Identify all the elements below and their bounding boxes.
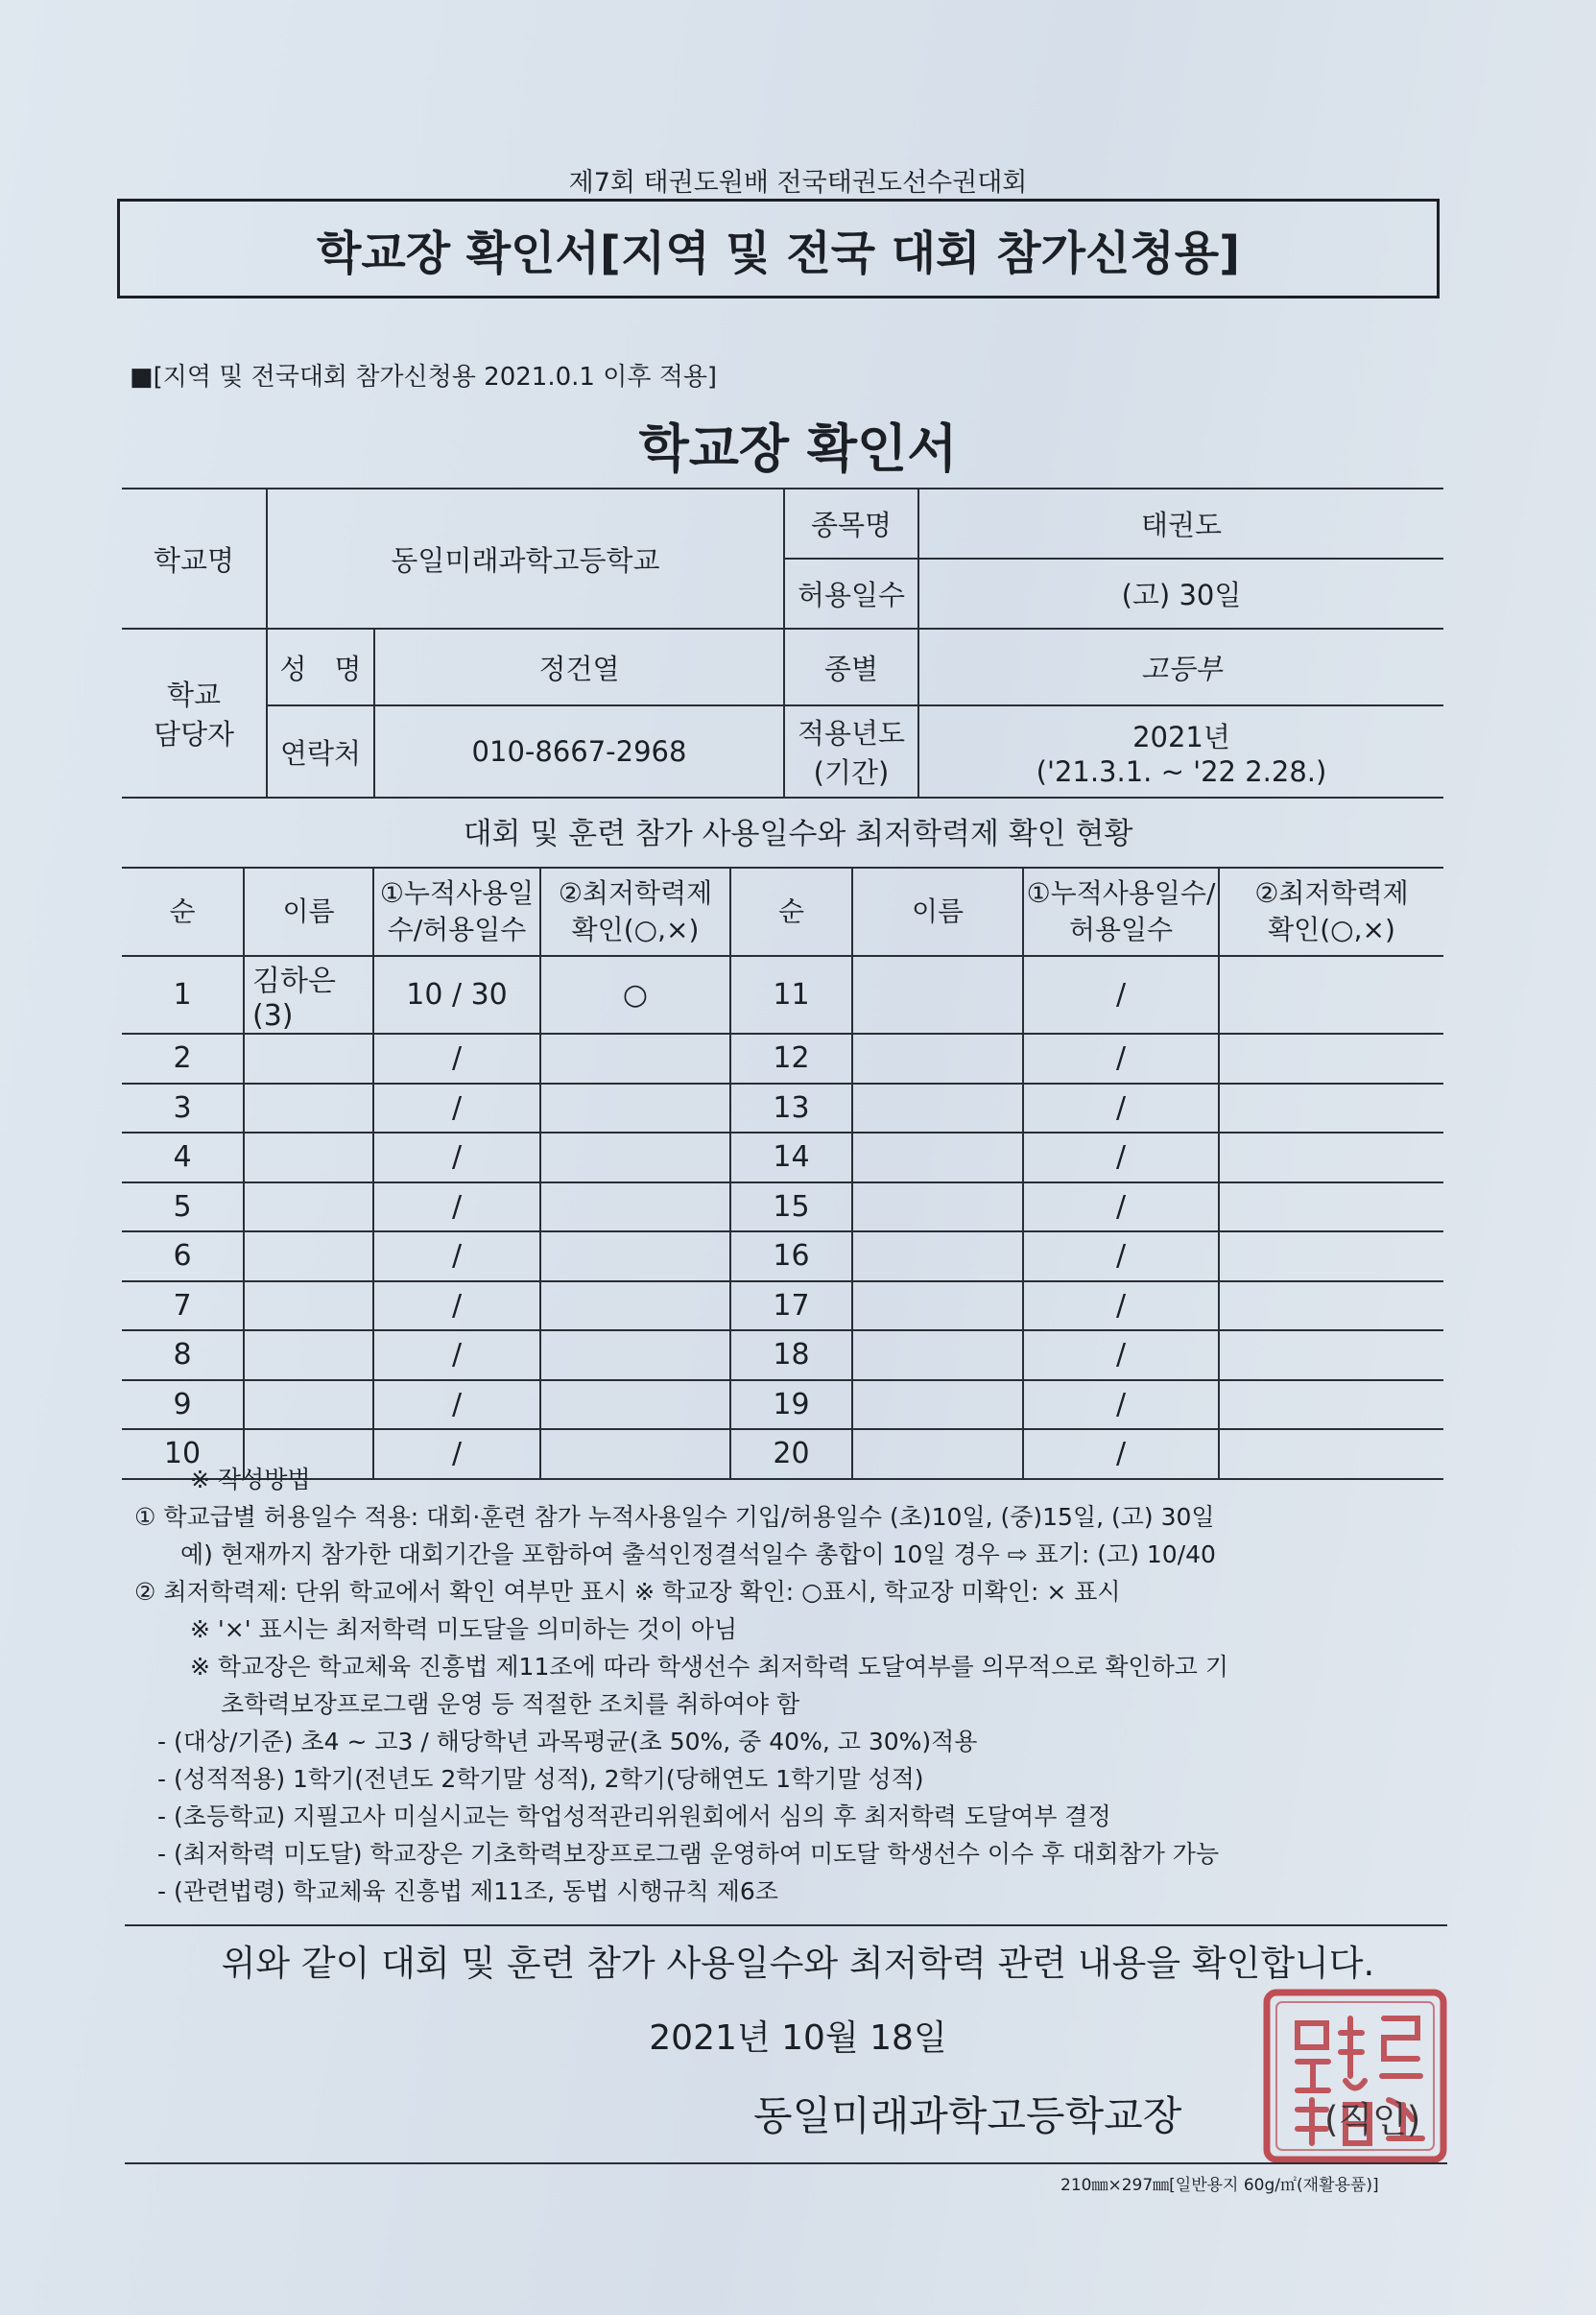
school-name-value: 동일미래과학고등학교 <box>267 489 784 629</box>
min-academic-check <box>1219 1034 1443 1084</box>
min-academic-check <box>540 1084 730 1134</box>
row-number: 8 <box>122 1330 244 1380</box>
instruction-line: ② 최저학력제: 단위 학교에서 확인 여부만 표시 ※ 학교장 확인: ○표시, 학교장 미확인: × 표시 <box>134 1578 1121 1606</box>
student-name <box>244 1231 373 1281</box>
header-days-right-line2: 허용일수 <box>1068 914 1174 945</box>
header-name-left: 이름 <box>244 868 373 956</box>
main-title: 학교장 확인서 <box>638 418 958 479</box>
divider <box>125 1924 1447 1926</box>
event-title: 제7회 태권도원배 전국태권도선수권대회 <box>568 168 1028 198</box>
table-row <box>122 1034 1443 1084</box>
student-name <box>852 1034 1023 1084</box>
days-used: / <box>1023 956 1219 1034</box>
student-name <box>852 1231 1023 1281</box>
min-academic-check <box>1219 1084 1443 1134</box>
period-label <box>784 705 918 798</box>
period-label-line2: (기간) <box>813 756 890 789</box>
days-used: 10 / 30 <box>373 956 540 1034</box>
student-name <box>244 1330 373 1380</box>
row-number: 18 <box>730 1330 852 1380</box>
seal-label: (직인) <box>1324 2099 1421 2140</box>
table-row <box>122 1281 1443 1331</box>
period-label-line1: 적용년도 <box>797 717 906 750</box>
sport-value: 태권도 <box>918 489 1443 559</box>
min-academic-check <box>540 1231 730 1281</box>
header-days-left-line1: ①누적사용일 <box>379 877 535 909</box>
manager-label-line1: 학교 <box>166 679 222 711</box>
paper-spec-footer: 210㎜×297㎜[일반용지 60g/㎡(재활용품)] <box>1060 2176 1379 2195</box>
allowed-days-label: 허용일수 <box>784 559 918 629</box>
school-name-label: 학교명 <box>122 489 267 629</box>
period-range: ('21.3.1. ~ '22 2.28.) <box>1036 754 1327 788</box>
min-academic-check <box>1219 1133 1443 1182</box>
days-used: / <box>1023 1231 1219 1281</box>
table-row <box>122 1133 1443 1182</box>
student-name <box>244 1133 373 1182</box>
instruction-line: ※ 학교장은 학교체육 진흥법 제11조에 따라 학생선수 최저학력 도달여부를 의무적으로 확인하고 기 <box>190 1653 1229 1681</box>
min-academic-check <box>540 1133 730 1182</box>
row-number: 13 <box>730 1084 852 1134</box>
min-academic-check <box>540 1281 730 1331</box>
header-check-right-line1: ②최저학력제 <box>1254 877 1409 909</box>
row-number: 6 <box>122 1231 244 1281</box>
days-used: / <box>1023 1084 1219 1134</box>
header-days-right-line1: ①누적사용일수/ <box>1026 877 1216 909</box>
header-days-right <box>1023 868 1219 956</box>
student-name <box>244 1182 373 1232</box>
header-check-left <box>540 868 730 956</box>
table-row <box>122 1231 1443 1281</box>
issue-date: 2021년 10월 18일 <box>649 2018 947 2058</box>
category-value: 고등부 <box>918 629 1443 705</box>
row-number: 1 <box>122 956 244 1034</box>
min-academic-check <box>1219 1281 1443 1331</box>
days-used: / <box>373 1330 540 1380</box>
days-used: / <box>1023 1034 1219 1084</box>
instruction-line: 예) 현재까지 참가한 대회기간을 포함하여 출석인정결석일수 총합이 10일 경우 ⇨ 표기: (고) 10/40 <box>180 1540 1216 1568</box>
instruction-line: - (최저학력 미도달) 학교장은 기초학력보장프로그램 운영하여 미도달 학생선수 이수 후 대회참가 가능 <box>157 1840 1220 1868</box>
instruction-line: - (성적적용) 1학기(전년도 2학기말 성적), 2학기(당해연도 1학기말 성적) <box>157 1765 924 1793</box>
days-used: / <box>373 1231 540 1281</box>
min-academic-check <box>540 1182 730 1232</box>
category-label: 종별 <box>784 629 918 705</box>
header-no-left: 순 <box>122 868 244 956</box>
contact-value: 010-8667-2968 <box>374 705 784 798</box>
sport-label: 종목명 <box>784 489 918 559</box>
table-row <box>122 1380 1443 1430</box>
instruction-line: - (관련법령) 학교체육 진흥법 제11조, 동법 시행규칙 제6조 <box>157 1877 778 1905</box>
student-name <box>852 1133 1023 1182</box>
header-days-left-line2: 수/허용일수 <box>387 914 527 945</box>
form-title: 학교장 확인서[지역 및 전국 대회 참가신청용] <box>316 226 1241 280</box>
days-used: / <box>1023 1281 1219 1331</box>
manager-label <box>122 629 267 798</box>
row-number: 4 <box>122 1133 244 1182</box>
student-name <box>852 1330 1023 1380</box>
student-name <box>852 1182 1023 1232</box>
row-number: 10 <box>122 1429 244 1479</box>
applicability-note: ■[지역 및 전국대회 참가신청용 2021.0.1 이후 적용] <box>130 363 718 392</box>
student-name <box>244 1034 373 1084</box>
instructions <box>134 1461 1449 1910</box>
days-used: / <box>1023 1380 1219 1430</box>
days-used: / <box>373 1429 540 1479</box>
days-used: / <box>373 1084 540 1134</box>
principal-signature-line: 동일미래과학고등학교장 <box>753 2092 1182 2139</box>
roster-header-row <box>122 868 1443 956</box>
header-no-right: 순 <box>730 868 852 956</box>
days-used: / <box>1023 1182 1219 1232</box>
student-name <box>852 1084 1023 1134</box>
allowed-days-value: (고) 30일 <box>918 559 1443 629</box>
table-row <box>122 1330 1443 1380</box>
row-number: 2 <box>122 1034 244 1084</box>
header-name-right: 이름 <box>852 868 1023 956</box>
days-used: / <box>1023 1330 1219 1380</box>
row-number: 19 <box>730 1380 852 1430</box>
student-name <box>852 956 1023 1034</box>
days-used: / <box>373 1133 540 1182</box>
row-number: 20 <box>730 1429 852 1479</box>
row-number: 16 <box>730 1231 852 1281</box>
days-used: / <box>373 1182 540 1232</box>
form-title-box <box>117 199 1440 298</box>
period-year: 2021년 <box>1132 720 1230 753</box>
student-name <box>244 1281 373 1331</box>
table-row <box>122 956 1443 1034</box>
min-academic-check <box>1219 1330 1443 1380</box>
min-academic-check <box>540 1380 730 1430</box>
school-info-table <box>122 488 1443 799</box>
days-used: / <box>373 1034 540 1084</box>
divider <box>125 2162 1447 2164</box>
table-row <box>122 1182 1443 1232</box>
row-number: 12 <box>730 1034 852 1084</box>
student-name: 김하은(3) <box>244 956 373 1034</box>
table-row <box>122 1084 1443 1134</box>
instructions-heading: ※ 작성방법 <box>190 1466 311 1493</box>
days-used: / <box>373 1281 540 1331</box>
min-academic-check <box>1219 1380 1443 1430</box>
instruction-line: - (초등학교) 지필고사 미실시교는 학업성적관리위원회에서 심의 후 최저학력 도달여부 결정 <box>157 1802 1111 1830</box>
confirmation-statement: 위와 같이 대회 및 훈련 참가 사용일수와 최저학력 관련 내용을 확인합니다. <box>221 1943 1375 1984</box>
days-used: / <box>1023 1429 1219 1479</box>
row-number: 9 <box>122 1380 244 1430</box>
roster-table <box>122 867 1443 1480</box>
days-used: / <box>1023 1133 1219 1182</box>
student-name <box>852 1380 1023 1430</box>
days-used: / <box>373 1380 540 1430</box>
manager-name-value: 정건열 <box>374 629 784 705</box>
header-check-right <box>1219 868 1443 956</box>
row-number: 14 <box>730 1133 852 1182</box>
row-number: 15 <box>730 1182 852 1232</box>
table-title: 대회 및 훈련 참가 사용일수와 최저학력제 확인 현황 <box>463 817 1133 851</box>
min-academic-check <box>540 1330 730 1380</box>
student-name <box>244 1084 373 1134</box>
row-number: 7 <box>122 1281 244 1331</box>
contact-label: 연락처 <box>267 705 374 798</box>
instruction-line: 초학력보장프로그램 운영 등 적절한 조치를 취하여야 함 <box>221 1690 800 1718</box>
min-academic-check <box>1219 1231 1443 1281</box>
row-number: 11 <box>730 956 852 1034</box>
period-value <box>918 705 1443 798</box>
header-check-left-line1: ②최저학력제 <box>558 877 713 909</box>
manager-name-label: 성 명 <box>267 629 374 705</box>
student-name <box>244 1380 373 1430</box>
header-days-left <box>373 868 540 956</box>
header-check-left-line2: 확인(○,×) <box>571 914 700 945</box>
min-academic-check <box>1219 956 1443 1034</box>
header-check-right-line2: 확인(○,×) <box>1268 914 1395 945</box>
instruction-line: - (대상/기준) 초4 ~ 고3 / 해당학년 과목평균(초 50%, 중 40%, 고 30%)적용 <box>157 1728 978 1755</box>
row-number: 5 <box>122 1182 244 1232</box>
student-name <box>852 1281 1023 1331</box>
row-number: 17 <box>730 1281 852 1331</box>
instruction-line: ① 학교급별 허용일수 적용: 대회·훈련 참가 누적사용일수 기입/허용일수 (초)10일, (중)15일, (고) 30일 <box>134 1503 1215 1531</box>
manager-label-line2: 담당자 <box>153 718 235 751</box>
min-academic-check: ○ <box>540 956 730 1034</box>
row-number: 3 <box>122 1084 244 1134</box>
min-academic-check <box>1219 1182 1443 1232</box>
min-academic-check <box>540 1034 730 1084</box>
instruction-line: ※ '×' 표시는 최저학력 미도달을 의미하는 것이 아님 <box>190 1615 738 1643</box>
